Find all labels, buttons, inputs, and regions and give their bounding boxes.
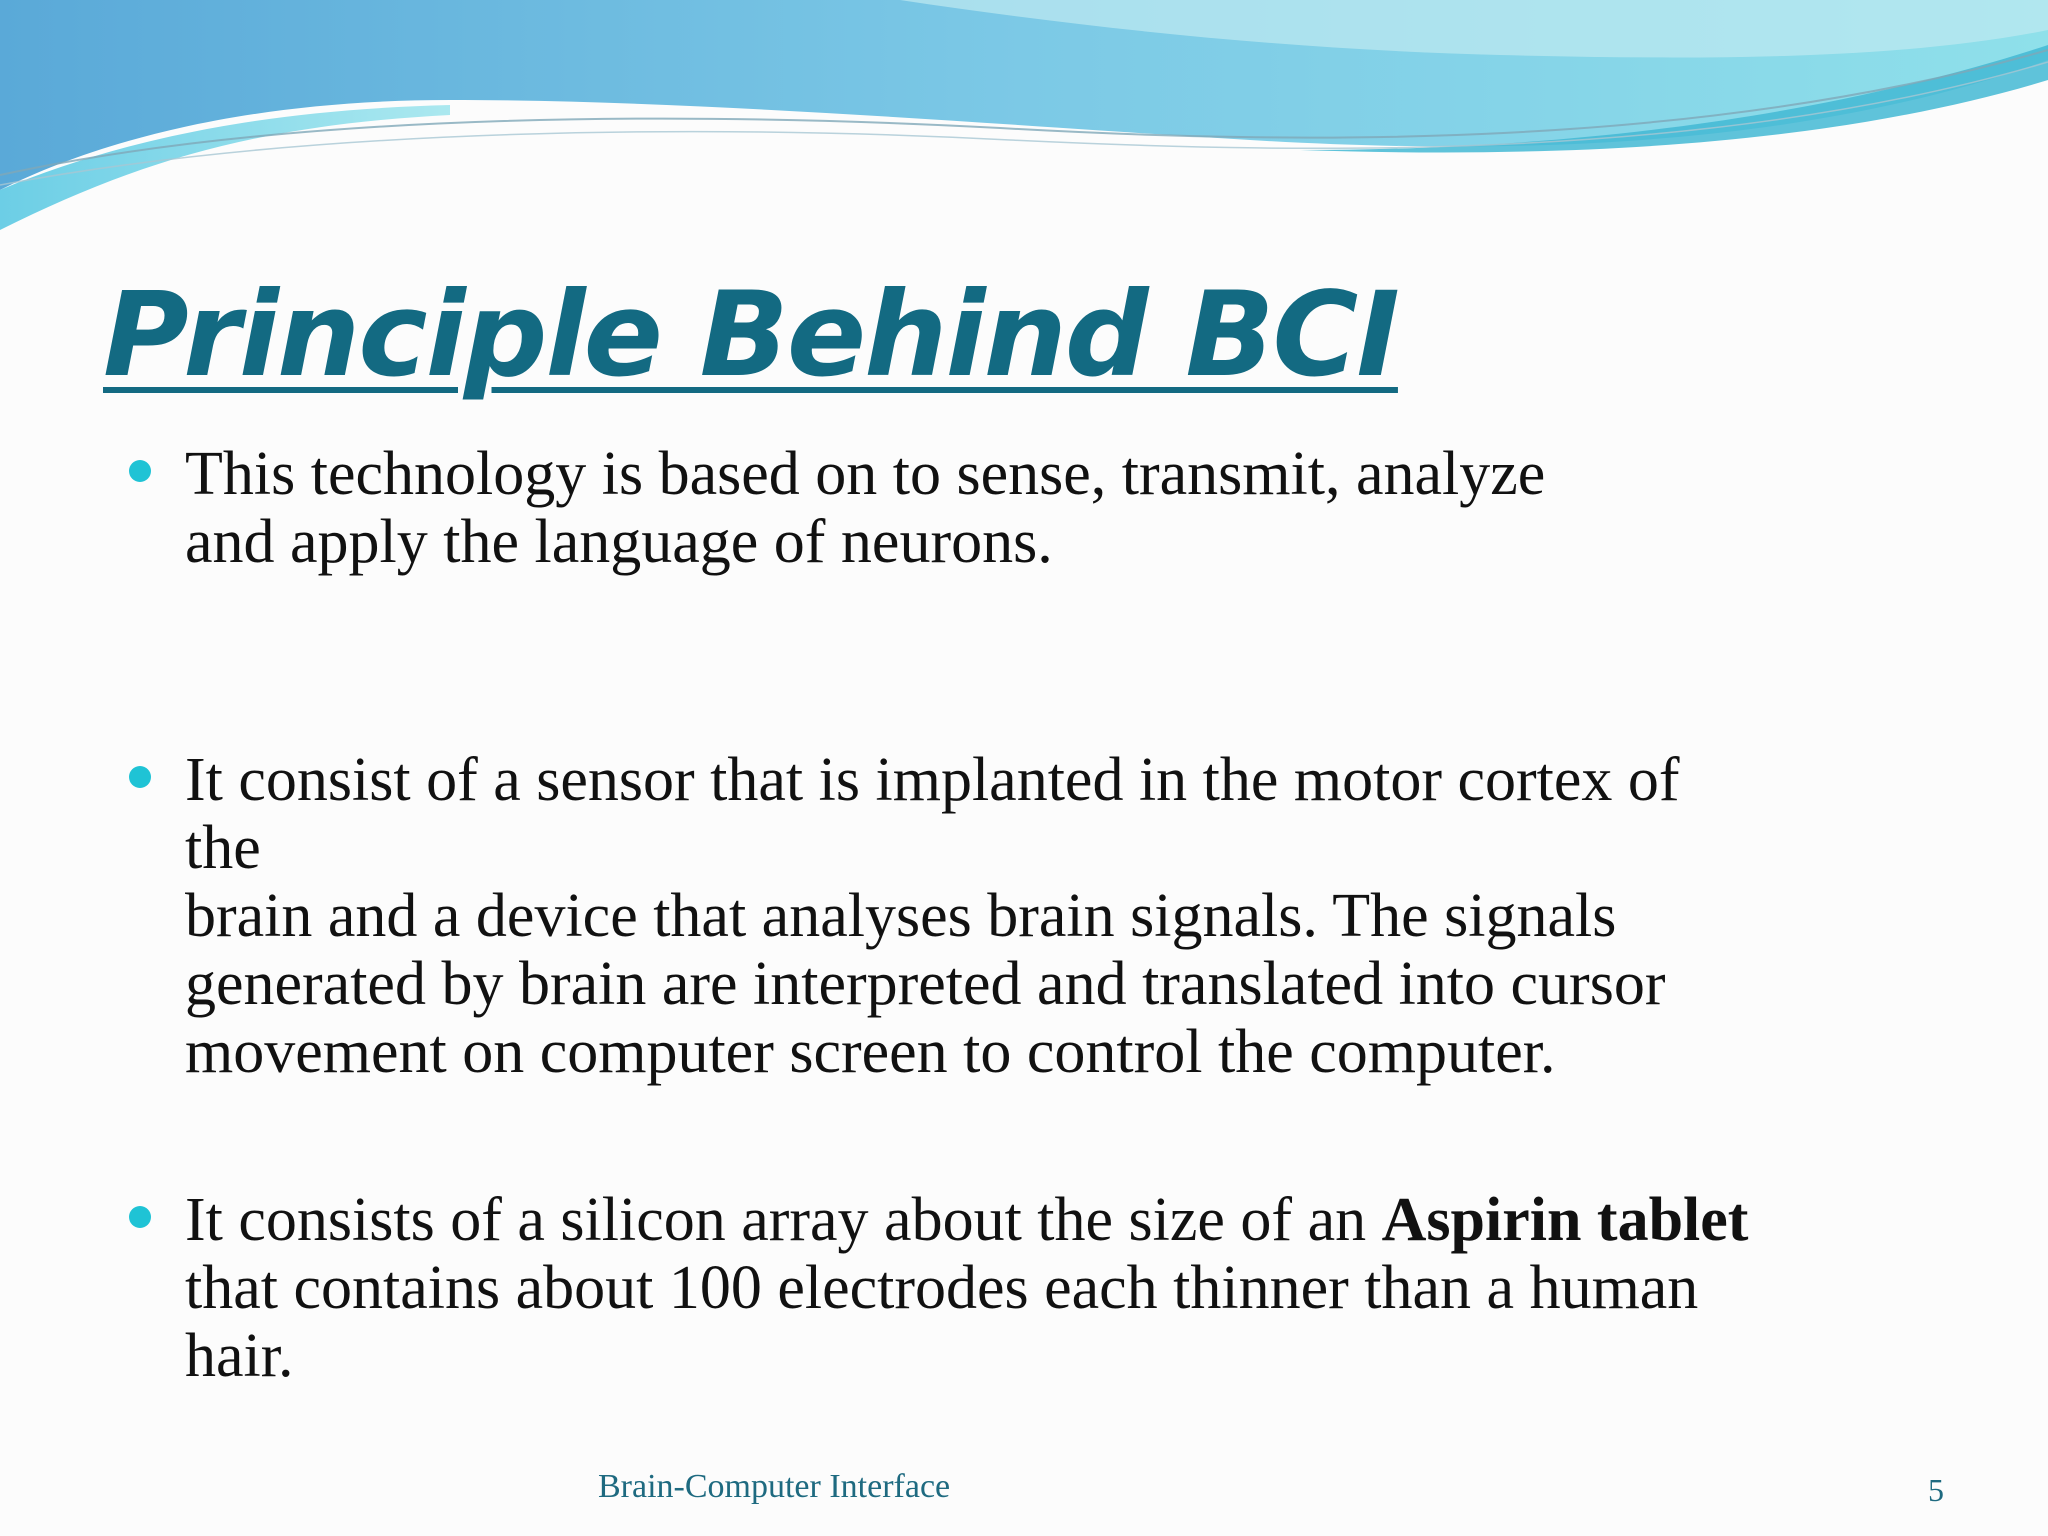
- bullet-text-line: the: [185, 814, 261, 882]
- bullet-dot-icon: [129, 766, 151, 788]
- bullet-dot-icon: [129, 1206, 151, 1228]
- bullet-list: [127, 440, 1927, 1390]
- bullet-item: [127, 1186, 1927, 1390]
- bullet-item: [127, 440, 1927, 576]
- page-number: 5: [1928, 1472, 1944, 1508]
- bullet-text-line: brain and a device that analyses brain signals. The signals: [185, 882, 1617, 950]
- bullet-text-line: It consist of a sensor that is implanted in the motor cortex of: [185, 746, 1680, 814]
- bullet-dot-icon: [129, 460, 151, 482]
- header-wave-decoration: [0, 0, 2048, 240]
- bullet-bold-text: Aspirin tablet: [1381, 1186, 1749, 1254]
- bullet-text-prefix: It consists of a silicon array about the size of an: [185, 1186, 1382, 1254]
- bullet-text-line: hair.: [185, 1322, 294, 1390]
- bullet-text-line: and apply the language of neurons.: [185, 508, 1053, 576]
- bullet-text-line: [185, 1186, 1927, 1254]
- footer-text: Brain-Computer Interface: [598, 1468, 951, 1505]
- bullet-item: [127, 746, 1927, 1086]
- bullet-text-line: movement on computer screen to control the computer.: [185, 1018, 1556, 1086]
- bullet-text-line: generated by brain are interpreted and translated into cursor: [185, 950, 1666, 1018]
- slide-title: Principle Behind BCI: [103, 266, 1398, 403]
- bullet-text-line: that contains about 100 electrodes each thinner than a human: [185, 1254, 1699, 1322]
- bullet-text-line: This technology is based on to sense, transmit, analyze: [185, 440, 1546, 508]
